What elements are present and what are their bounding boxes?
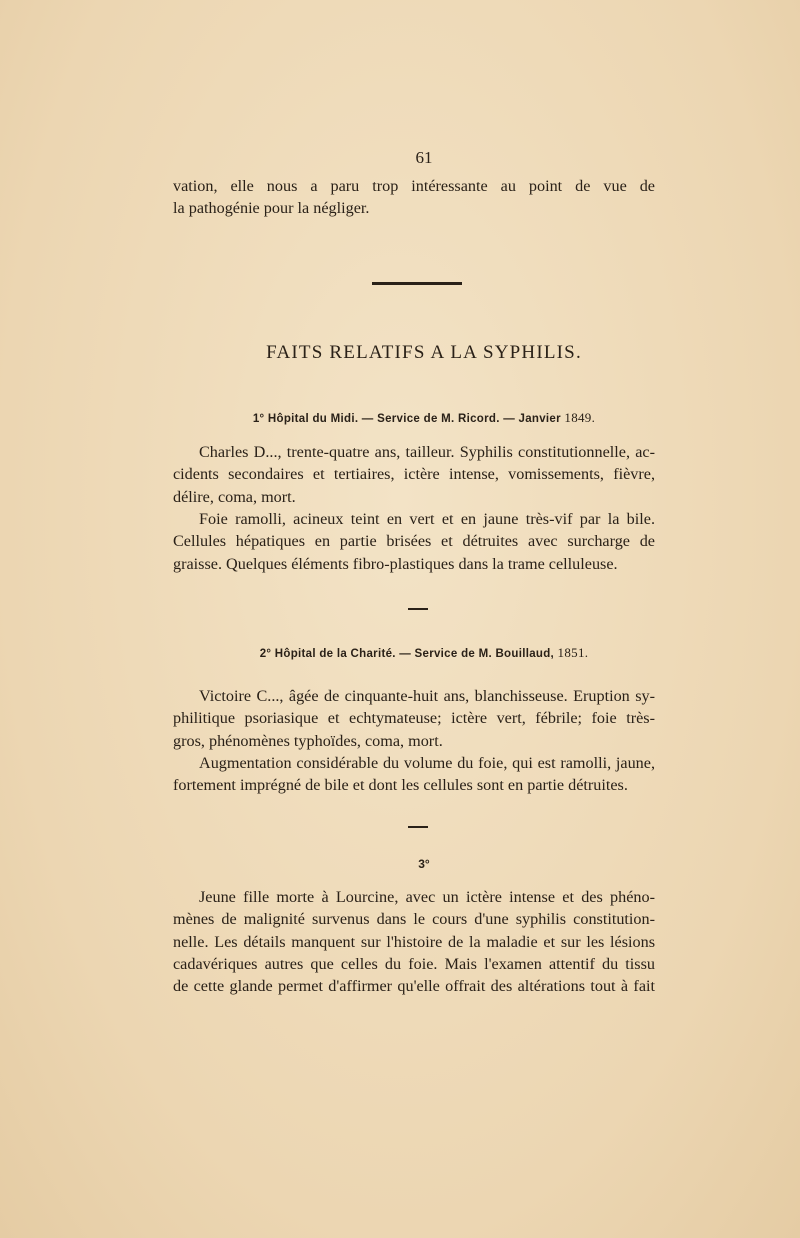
text-line: Charles D..., trente-quatre ans, tailleur. Syphilis constitutionnelle, ac- xyxy=(199,443,655,461)
text-line: vation, elle nous a paru trop intéressante au point de vue de xyxy=(173,177,655,195)
text-line: cidents secondaires et tertiaires, ictère intense, vomissements, fièvre, xyxy=(173,465,655,484)
text-line: graisse. Quelques éléments fibro-plastiques dans la trame celluleuse. xyxy=(173,554,618,573)
text-line: cadavériques autres que celles du foie. Mais l'examen attentif du tissu xyxy=(173,954,655,973)
section-divider xyxy=(372,282,462,285)
text-line: de cette glande permet d'affirmer qu'elle offrait des altérations tout à fait xyxy=(173,977,655,996)
text-line: Augmentation considérable du volume du foie, qui est ramolli, jaune, xyxy=(199,754,655,772)
case-2-heading: 2° Hôpital de la Charité. — Service de M. Bouillaud, 1851. xyxy=(259,645,589,660)
case-1-paragraph-2 xyxy=(173,508,655,575)
text-line: Victoire C..., âgée de cinquante-huit ans, blanchisseuse. Eruption sy- xyxy=(199,687,655,705)
case-3-heading: 3° xyxy=(418,857,430,871)
text-line: Jeune fille morte à Lourcine, avec un ictère intense et des phéno- xyxy=(199,888,655,906)
intro-paragraph xyxy=(173,175,655,220)
case-2-paragraph-1 xyxy=(173,685,655,752)
case-2-paragraph-2 xyxy=(173,752,655,797)
page-number: 61 xyxy=(415,148,433,167)
case-3-paragraph-1 xyxy=(173,886,655,997)
text-line: philitique psoriasique et echtymateuse; ictère vert, fébrile; foie très- xyxy=(173,709,655,728)
text-line: fortement imprégné de bile et dont les cellules sont en partie détruites. xyxy=(173,776,628,795)
text-line: nelle. Les détails manquent sur l'histoire de la maladie et sur les lésions xyxy=(173,932,655,951)
text-line: gros, phénomènes typhoïdes, coma, mort. xyxy=(173,731,443,750)
case-1-paragraph-1 xyxy=(173,441,655,508)
case-separator xyxy=(408,826,428,828)
text-line: mènes de malignité survenus dans le cours d'une syphilis constitution- xyxy=(173,910,655,929)
case-separator xyxy=(408,608,428,610)
text-line: Cellules hépatiques en partie brisées et détruites avec surcharge de xyxy=(173,532,655,551)
text-line: délire, coma, mort. xyxy=(173,487,296,506)
text-line: la pathogénie pour la négliger. xyxy=(173,199,370,218)
text-line: Foie ramolli, acineux teint en vert et en jaune très-vif par la bile. xyxy=(199,510,655,528)
section-title: FAITS RELATIFS A LA SYPHILIS. xyxy=(266,342,582,363)
case-1-heading: 1° Hôpital du Midi. — Service de M. Ricord. — Janvier 1849. xyxy=(252,410,596,425)
